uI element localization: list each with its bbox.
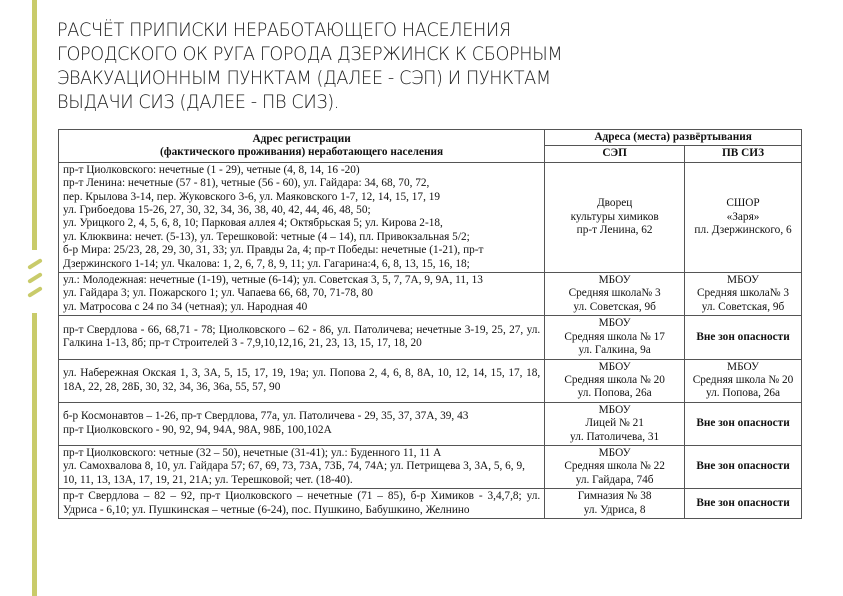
cell-address	[59, 489, 545, 519]
table-row	[59, 316, 802, 359]
cell-pv-siz-line: Вне зон опасности	[696, 460, 790, 473]
cell-pv-siz	[685, 162, 802, 272]
cell-sep	[545, 273, 685, 316]
cell-pv-siz-line: «Заря»	[726, 210, 760, 223]
title-line: ВЫДАЧИ СИЗ (ДАЛЕЕ - ПВ СИЗ).	[57, 91, 339, 113]
cell-pv-siz-line: Средняя школа № 20	[692, 373, 794, 386]
title-line: ГОРОДСКОГО ОК РУГА ГОРОДА ДЗЕРЖИНСК К СБОРНЫМ	[57, 43, 563, 65]
cell-sep-line: ул. Патоличева, 31	[570, 430, 660, 443]
address-line: б-р Космонавтов – 1-26, пр-т Свердлова, 77а, ул. Патоличева - 29, 35, 37, 37А, 39, 43	[63, 410, 469, 423]
table-row	[59, 273, 802, 316]
address-line: ул. Набережная Окская 1, 3, 3А, 5, 15, 17, 19, 19а; ул. Попова 2, 4, 6, 8, 8А, 10, 12, 14, 15, 17, 18, 18А, 22, 28, 28Б, 30, 32, 34, 36, 36а, 55, 57, 90	[63, 367, 541, 393]
cell-pv-siz-line: Вне зон опасности	[696, 496, 790, 509]
cell-sep-line: Дворец	[596, 197, 633, 210]
header-pv-siz: ПВ СИЗ	[685, 146, 802, 162]
cell-sep	[545, 402, 685, 445]
address-line: ул. Урицкого 2, 4, 5, 6, 8, 10; Парковая аллея 4; Октябрьская 5; ул. Кирова 2-18,	[63, 217, 443, 230]
cell-address	[59, 402, 545, 445]
address-line: ул. Матросова с 24 по 34 (четная); ул. Народная 40	[63, 300, 308, 313]
accent-stripe	[32, 313, 37, 596]
address-line: пр-т Свердлова - 66, 68,71 - 78; Циолковского – 62 - 86, ул. Патоличева; нечетные 3-19, 25, 27, ул. Галкина 1-13, 8б; пр-т Строителей 3 - 7,9,10,12,16, 21, 23, 13, 15, 17, 18, 20	[63, 323, 541, 350]
cell-sep-line: Гимназия № 38	[577, 490, 652, 503]
address-line: пр-т Свердлова – 82 – 92, пр-т Циолковского – нечетные (71 – 85), б-р Химиков - 3,4,7,8; ул. Удриса - 6,10; ул. Пушкинская – четные (6-24), пос. Пушкино, Бабушкино, Желнино	[63, 490, 541, 516]
address-line: ул. Самохвалова 8, 10, ул. Гайдара 57; 67, 69, 73, 73А, 73Б, 74, 74А; ул. Петрищева 3, 3А, 5, 6, 9, 10, 11, 13, 13А, 17, 19, 21, 21А; ул. Терешковой; чет. (18-40).	[63, 460, 525, 486]
cell-pv-siz	[685, 273, 802, 316]
header-deployment: Адреса (места) развёртывания	[545, 130, 802, 146]
table-body	[59, 162, 802, 518]
cell-address	[59, 359, 545, 402]
cell-pv-siz-line: ул. Советская, 9б	[701, 300, 785, 313]
address-line: ул. Клюквина: нечет. (5-13), ул. Терешковой: четные (4 – 14), пл. Привокзальная 5/2;	[63, 230, 470, 243]
cell-sep-line: МБОУ	[598, 403, 631, 416]
cell-pv-siz-line: ул. Попова, 26а	[705, 387, 781, 400]
address-line: б-р Мира: 25/23, 28, 29, 30, 31, 33; ул. Правды 2а, 4; пр-т Победы: нечетные (1-21), пр-т Дзержинского 1-14; ул. Чкалова: 1, 2, 6, 7, 8, 9, 11; ул. Гагарина:4, 6, 8, 13, 15, 16, 18;	[63, 244, 484, 270]
header-sep: СЭП	[545, 146, 685, 162]
cell-sep-line: Средняя школа № 20	[564, 373, 665, 386]
address-line: пр-т Ленина: нечетные (57 - 81), четные (56 - 60), ул. Гайдара: 34, 68, 70, 72,	[63, 177, 430, 190]
header-address	[59, 130, 545, 163]
title-line: РАСЧЁТ ПРИПИСКИ НЕРАБОТАЮЩЕГО НАСЕЛЕНИЯ	[57, 19, 511, 41]
cell-sep-line: Средняя школа№ 3	[568, 287, 661, 300]
cell-pv-siz	[685, 359, 802, 402]
cell-pv-siz	[685, 489, 802, 519]
address-line: ул.: Молодежная: нечетные (1-19), четные (6-14); ул. Советская 3, 5, 7, 7А, 9, 9А, 11, 13	[63, 274, 483, 287]
cell-pv-siz	[685, 445, 802, 488]
cell-sep-line: МБОУ	[598, 274, 631, 287]
cell-sep-line: ул. Попова, 26а	[577, 387, 652, 400]
cell-sep	[545, 445, 685, 488]
header-address-line2: (фактического проживания) неработающего населения	[160, 145, 444, 158]
cell-pv-siz-line: Вне зон опасности	[696, 417, 790, 430]
cell-address	[59, 316, 545, 359]
accent-stripe	[32, 0, 37, 90]
assignment-table	[58, 129, 802, 519]
table-row	[59, 359, 802, 402]
cell-pv-siz-line: МБОУ	[727, 274, 760, 287]
cell-sep-line: Средняя школа № 22	[564, 460, 665, 473]
cell-pv-siz	[685, 316, 802, 359]
table-row	[59, 162, 802, 272]
cell-sep	[545, 489, 685, 519]
cell-sep-line: ул. Гайдара, 74б	[575, 473, 654, 486]
title-line: ЭВАКУАЦИОННЫМ ПУНКТАМ (ДАЛЕЕ - СЭП) И ПУНКТАМ	[57, 67, 551, 89]
cell-sep	[545, 316, 685, 359]
address-line: пер. Крылова 3-14, пер. Жуковского 3-6, ул. Маяковского 1-7, 12, 14, 15, 17, 19	[63, 190, 441, 203]
address-line: пр-т Циолковского: четные (32 – 50), нечетные (31-41); ул.: Буденного 11, 11 А	[63, 446, 442, 459]
address-line: пр-т Циолковского - 90, 92, 94, 94А, 98А, 98Б, 100,102А	[63, 423, 332, 436]
table-row	[59, 445, 802, 488]
cell-pv-siz-line: пл. Дзержинского, 6	[694, 224, 792, 237]
accent-stripe	[32, 90, 37, 250]
cell-pv-siz-line: Средняя школа№ 3	[696, 287, 790, 300]
cell-sep-line: Лицей № 21	[585, 417, 644, 430]
table-row	[59, 489, 802, 519]
cell-sep-line: МБОУ	[598, 446, 631, 459]
cell-sep	[545, 359, 685, 402]
cell-sep-line: МБОУ	[598, 360, 631, 373]
cell-sep-line: культуры химиков	[570, 210, 659, 223]
cell-sep-line: ул. Советская, 9б	[573, 300, 656, 313]
cell-sep-line: ул. Галкина, 9а	[578, 344, 651, 357]
cell-address	[59, 445, 545, 488]
cell-sep	[545, 162, 685, 272]
address-line: пр-т Циолковского: нечетные (1 - 29), четные (4, 8, 14, 16 -20)	[63, 163, 360, 176]
cell-sep-line: Средняя школа № 17	[564, 330, 665, 343]
cell-address	[59, 162, 545, 272]
cell-sep-line: МБОУ	[598, 317, 631, 330]
cell-sep-line: пр-т Ленина, 62	[576, 224, 653, 237]
cell-pv-siz-line: СШОР	[726, 197, 760, 210]
address-line: ул. Грибоедова 15-26, 27, 30, 32, 34, 36, 38, 40, 42, 44, 46, 48, 50;	[63, 204, 371, 217]
cell-pv-siz	[685, 402, 802, 445]
cell-pv-siz-line: Вне зон опасности	[696, 330, 790, 343]
cell-pv-siz-line: МБОУ	[727, 360, 760, 373]
header-address-line1: Адрес регистрации	[252, 132, 351, 145]
cell-address	[59, 273, 545, 316]
table-row	[59, 402, 802, 445]
page-title	[57, 18, 745, 114]
cell-sep-line: ул. Удриса, 8	[583, 503, 646, 516]
decorative-slash-marks-icon	[24, 258, 48, 308]
address-line: ул. Гайдара 3; ул. Пожарского 1; ул. Чапаева 66, 68, 70, 71-78, 80	[63, 287, 373, 300]
